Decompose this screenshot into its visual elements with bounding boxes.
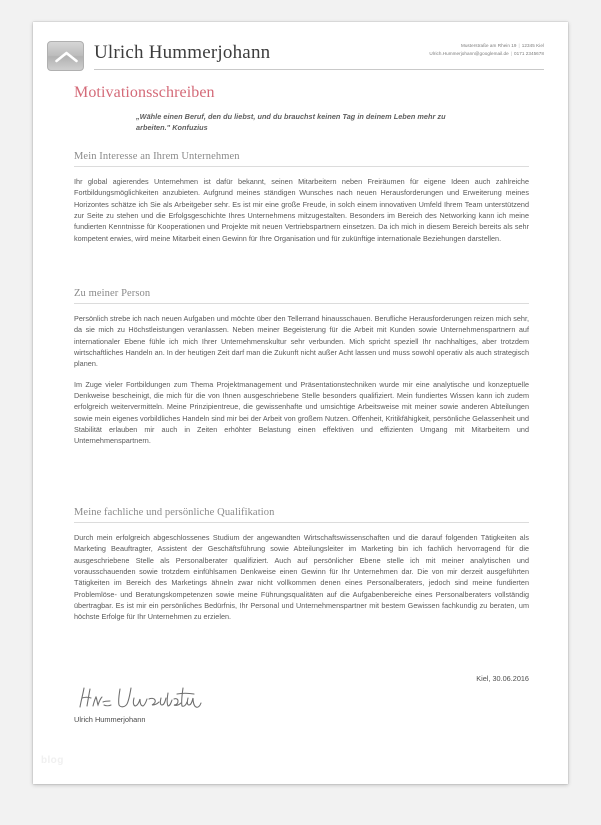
section-qualifikation	[74, 507, 529, 623]
document-title: Motivationsschreiben	[74, 84, 215, 101]
handwritten-signature-icon	[76, 685, 206, 711]
contact-separator: |	[510, 51, 513, 56]
section-heading: Meine fachliche und persönliche Qualifikation	[74, 507, 529, 523]
logo-badge	[47, 41, 84, 71]
signature-area	[74, 674, 529, 734]
contact-email[interactable]: Ulrich.Hummerjohann@googlemail.de	[429, 51, 509, 56]
epigraph-quote: „Wähle einen Beruf, den du liebst, und du brauchst keinen Tag in deinem Leben mehr zu arbeiten." Konfuzius	[136, 112, 446, 133]
section-heading: Zu meiner Person	[74, 288, 529, 304]
contact-street: Musterstraße am Rhein 19	[460, 43, 517, 48]
section-paragraph: Persönlich strebe ich nach neuen Aufgaben und möchte über den Tellerrand hinausschauen. Berufliche Herausforderungen reizen mich sehr, da sie mich zu Höchstleistungen veranlassen. Neben meiner Begeisterung für die Arbeit mit Kunden sowie Unternehmenspartnern auf internationaler Ebene fühle ich mich Ihrer Unternehmenskultur sehr verbunden. Mich spricht speziell Ihr nachhaltiges, aber trotzdem wirtschaftliches Handeln an. In der heutigen Zeit darf man die Zukunft nicht außer Acht lassen und muss sowohl operativ als auch strategisch planen.	[74, 314, 529, 369]
section-zu-meiner-person	[74, 288, 529, 447]
contact-email-line	[429, 50, 544, 58]
letter-header	[47, 40, 544, 82]
watermark: blog	[41, 755, 64, 766]
name-and-contact-block	[94, 40, 544, 70]
contact-city: 12345 Kiel	[521, 43, 544, 48]
section-paragraph: Ihr global agierendes Unternehmen ist dafür bekannt, seinen Mitarbeitern neben Freiräumen für eigene Ideen auch zahlreiche Fortbildungsmöglichkeiten anzubieten. Aufgrund meines ständigen Wunsches nach neuen Herausforderungen und Erweiterung meines Horizontes schätze ich Sie als Arbeitgeber sehr. Es ist mir eine große Freude, in solch einem innovativen Umfeld Ihrem Team unterstützend zur Seite zu stehen und die Erfolgsgeschichte Ihres Unternehmens mitzugestalten. Besonders im Bereich des Networking kann ich meine fundierten Kenntnisse für Kooperationen und Projekte mit neuen Vertriebspartnern einsetzen. Da ich mich in diesem Bereich bereits als sehr kompetent erwies, wird meine Mitarbeit einen Gewinn für Ihre Organisation und für zukünftige internationale Beziehungen darstellen.	[74, 177, 529, 243]
contact-phone: 0171 2345678	[514, 51, 544, 56]
section-paragraph: Durch mein erfolgreich abgeschlossenes Studium der angewandten Wirtschaftswissenschaften und die darauf folgenden Tätigkeiten als Marketing Beauftragter, Assistent der Geschäftsführung sowie Abteilungsleiter im Marketing bin ich fachlich hervorragend für die ausgeschriebene Stelle als Personalberater qualifiziert. Auch auf persönlicher Ebene stelle ich mit meiner analytischen und vorausschauenden sowie trotzdem einfühlsamen Denkweise einen Gewinn für Ihr Unternehmen dar. Die von mir derzeit ausgeführten Tätigkeiten im Bereich des Marketings ähneln zwar nicht vollkommen denen eines Personalberaters, jedoch sind meine fundierten Problemlöse- und Beratungskompetenzen sowie meine Führungsqualitäten auf die Aufgabenbereiche eines Personalberaters vollständig übertragbar. Es ist mir ein persönliches Bedürfnis, Ihr Personal und Unternehmenspartner mit bestem Gewissen fachkundig zu beraten, um höchste Erfolge für Ihr Unternehmen zu erzielen.	[74, 533, 529, 622]
signature-printed-name: Ulrich Hummerjohann	[74, 715, 146, 724]
letter-page	[33, 22, 568, 784]
date-line: Kiel, 30.06.2016	[476, 674, 529, 683]
contact-separator: |	[518, 43, 520, 48]
section-paragraph: Im Zuge vieler Fortbildungen zum Thema Projektmanagement und Präsentationstechniken wurde mir eine analytische und konzeptuelle Denkweise bescheinigt, die mich für die von Ihnen ausgeschriebene Stelle besonders qualifiziert. Mein fundiertes Wissen kann ich zudem erfolgreich weitervermitteln. Meine Prinzipientreue, die gewissenhafte und umsichtige Arbeitsweise mit meiner sowie anderen Abteilungen sowie mein eigenes vorbildliches Handeln sind mir bei der Arbeit von großem Nutzen. Offenheit, Kritikfähigkeit, persönliche Gelassenheit und Stabilität erlauben mir auch in Zeiten erhöhter Belastung einen effektiven und effizienten Umgang mit Mitarbeitern und Unternehmenspartnern.	[74, 379, 529, 446]
person-name: Ulrich Hummerjohann	[94, 42, 271, 63]
section-heading: Mein Interesse an Ihrem Unternehmen	[74, 151, 529, 167]
contact-details	[429, 42, 544, 58]
section-mein-interesse	[74, 151, 529, 244]
contact-address-line	[429, 42, 544, 50]
document-page-wrapper	[33, 22, 568, 784]
